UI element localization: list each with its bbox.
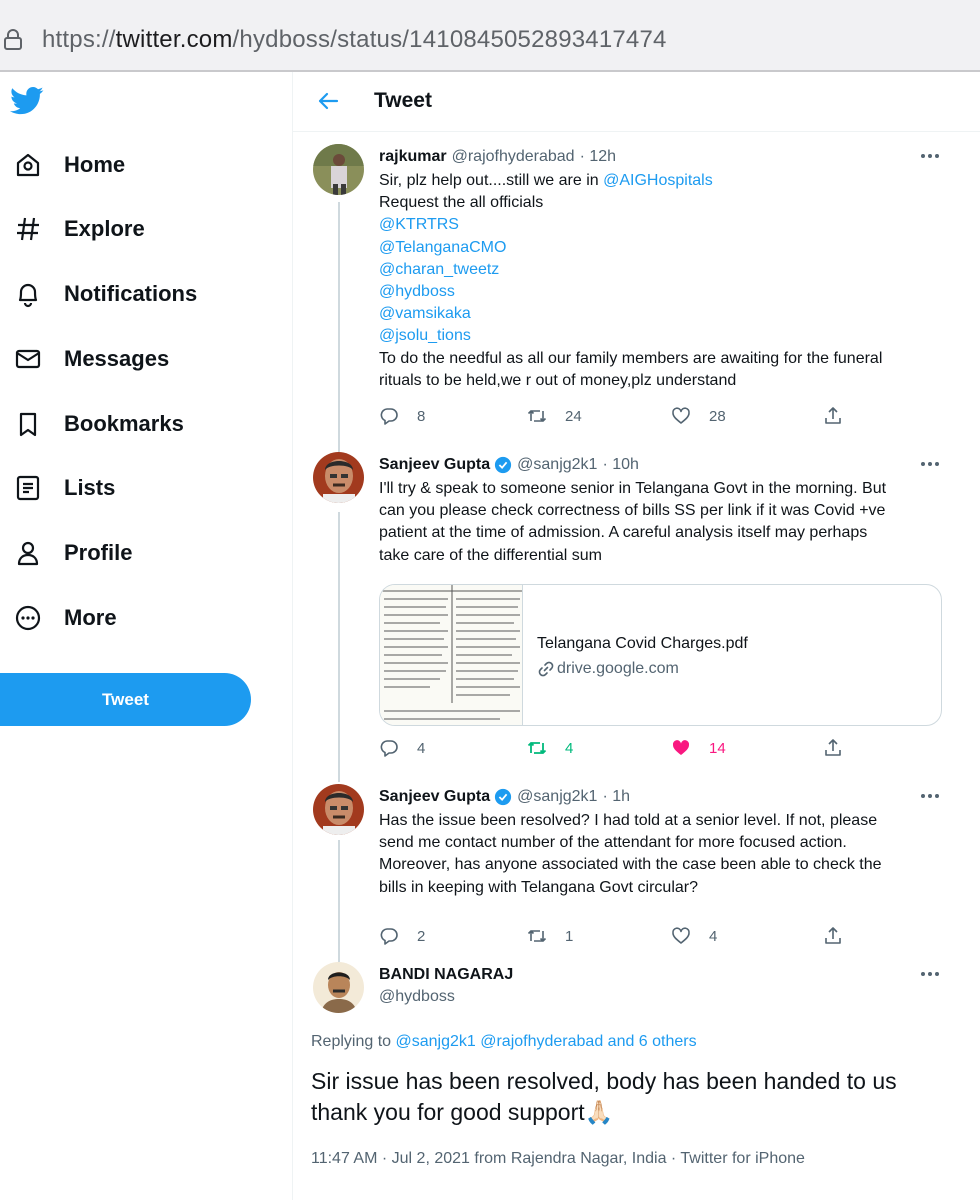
like-count: 28	[709, 407, 726, 425]
tweet-line: Moreover, has anyone associated with the case been able to check the	[379, 856, 882, 874]
nav-lists-label: Lists	[64, 475, 116, 500]
bell-icon	[14, 280, 42, 308]
tweet-header	[379, 966, 513, 984]
nav-lists[interactable]	[0, 464, 115, 512]
tweet-header-handle	[379, 988, 455, 1006]
more-options-icon[interactable]	[919, 966, 941, 982]
tweet-time[interactable]: · 12h	[579, 148, 617, 165]
focused-tweet	[293, 966, 980, 1200]
share-button[interactable]	[823, 404, 843, 428]
url-text	[42, 26, 667, 54]
tweet-line: take care of the differential sum	[379, 546, 602, 564]
nav-explore-label: Explore	[64, 216, 145, 241]
retweet-icon	[527, 738, 547, 758]
home-icon	[14, 151, 42, 179]
person-icon	[14, 539, 42, 567]
tweet-line: Sir issue has been resolved, body has been handed to us	[311, 1068, 897, 1094]
twitter-logo-icon[interactable]	[10, 86, 44, 116]
list-icon	[14, 474, 42, 502]
retweet-button[interactable]	[527, 736, 573, 760]
main-column	[292, 72, 980, 1200]
tweet-line: Has the issue been resolved? I had told at a senior level. If not, please	[379, 812, 878, 829]
link-card-title: Telangana Covid Charges.pdf	[537, 635, 748, 652]
mention-link[interactable]: @jsolu_tions	[379, 327, 471, 345]
tweet-text	[379, 478, 949, 567]
bookmark-icon	[14, 410, 42, 438]
tweet-line: can you please check correctness of bills SS per link if it was Covid +ve	[379, 502, 886, 520]
mention-link[interactable]: @vamsikaka	[379, 305, 471, 323]
tweet-header	[379, 148, 616, 166]
pdf-thumbnail	[380, 585, 523, 726]
nav-more[interactable]	[0, 594, 117, 642]
hashtag-icon	[14, 215, 42, 243]
nav-more-label: More	[64, 605, 117, 630]
avatar[interactable]	[313, 962, 364, 1013]
like-button[interactable]	[671, 736, 726, 760]
tweet-button[interactable]: Tweet	[0, 673, 251, 726]
share-icon	[823, 926, 843, 946]
link-card-domain	[537, 660, 679, 678]
page-title: Tweet	[374, 89, 432, 112]
text-span: Sir, plz help out....still we are in	[379, 172, 604, 189]
like-count: 4	[709, 927, 718, 945]
author-handle[interactable]: @rajofhyderabad	[451, 148, 575, 165]
reply-count: 8	[417, 407, 426, 425]
like-count: 14	[709, 739, 726, 757]
avatar[interactable]	[313, 144, 364, 195]
author-handle[interactable]: @hydboss	[379, 988, 455, 1005]
browser-address-bar	[0, 0, 980, 72]
url-field[interactable]	[0, 12, 980, 62]
tweet-line: thank you for good support🙏🏻	[311, 1099, 614, 1125]
back-arrow-icon[interactable]	[317, 90, 339, 112]
reply-count: 4	[417, 739, 426, 757]
url-scheme: https://	[42, 26, 116, 53]
tweet[interactable]	[293, 456, 980, 776]
nav-messages[interactable]	[0, 335, 169, 383]
link-icon	[537, 660, 555, 678]
nav-notifications-label: Notifications	[64, 281, 198, 306]
focused-tweet-text	[311, 1066, 951, 1128]
reply-count: 2	[417, 927, 426, 945]
tweet-source[interactable]: Twitter for iPhone	[680, 1150, 805, 1167]
heart-icon	[671, 406, 691, 426]
reply-icon	[379, 926, 399, 946]
tweet-line	[379, 170, 949, 192]
tweet-line: Request the all officials	[379, 194, 544, 212]
page-header	[293, 72, 980, 132]
tweet-line: To do the needful as all our family members are awaiting for the funeral	[379, 349, 883, 367]
author-handle[interactable]: @sanjg2k1	[517, 456, 598, 473]
share-icon	[823, 738, 843, 758]
link-card[interactable]	[379, 584, 942, 726]
heart-icon	[671, 926, 691, 946]
tweet-line: patient at the time of admission. A careful analysis itself may perhaps	[379, 524, 868, 542]
mention-link[interactable]: @TelanganaCMO	[379, 238, 507, 256]
reply-icon	[379, 738, 399, 758]
tweet-meta: 11:47 AM · Jul 2, 2021 from Rajendra Nagar, India · Twitter for iPhone	[311, 1150, 805, 1167]
tweet-header	[379, 456, 639, 474]
heart-filled-icon	[671, 738, 691, 758]
reply-icon	[379, 406, 399, 426]
more-options-icon[interactable]	[919, 788, 941, 804]
share-icon	[823, 406, 843, 426]
like-button[interactable]	[671, 404, 726, 428]
replying-mentions[interactable]: @sanjg2k1 @rajofhyderabad and 6 others	[395, 1033, 697, 1050]
reply-button[interactable]	[379, 736, 425, 760]
url-path: /hydboss/status/1410845052893417474	[232, 26, 667, 53]
tweet-line: I'll try & speak to someone senior in Telangana Govt in the morning. But	[379, 480, 887, 497]
tweet[interactable]	[293, 148, 980, 448]
nav-notifications[interactable]	[0, 270, 197, 318]
mention-link[interactable]: @charan_tweetz	[379, 260, 500, 278]
lock-icon	[2, 28, 24, 50]
share-button[interactable]	[823, 736, 843, 760]
tweet-header	[379, 788, 630, 806]
nav-messages-label: Messages	[64, 346, 170, 371]
retweet-button[interactable]	[527, 924, 573, 948]
tweet-text	[379, 810, 949, 899]
tweet-actions	[379, 924, 859, 948]
verified-badge-icon	[494, 456, 512, 474]
more-options-icon[interactable]	[919, 456, 941, 472]
tweet-date-location[interactable]: Jul 2, 2021 from Rajendra Nagar, India	[391, 1150, 667, 1167]
nav-home-label: Home	[64, 152, 126, 177]
url-host: twitter.com	[115, 26, 233, 53]
mention-link[interactable]: @KTRTRS	[379, 216, 459, 234]
author-name[interactable]: rajkumar	[379, 148, 447, 165]
nav-profile-label: Profile	[64, 540, 133, 565]
reply-button[interactable]	[379, 924, 425, 948]
verified-badge-icon	[494, 788, 512, 806]
tweet-line: send me contact number of the attendant for more focused action.	[379, 834, 847, 852]
tweet-actions	[379, 736, 859, 760]
tweet-text	[379, 170, 949, 392]
tweet-actions	[379, 404, 859, 428]
avatar[interactable]	[313, 452, 364, 503]
share-button[interactable]	[823, 924, 843, 948]
tweet[interactable]	[293, 788, 980, 968]
nav-profile[interactable]	[0, 529, 132, 577]
retweet-button[interactable]	[527, 404, 582, 428]
author-name[interactable]: Sanjeev Gupta	[379, 456, 491, 473]
sidebar-nav	[0, 72, 292, 1200]
nav-home[interactable]	[0, 141, 125, 189]
envelope-icon	[14, 345, 42, 373]
nav-bookmarks-label: Bookmarks	[64, 411, 184, 436]
tweet-line: rituals to be held,we r out of money,plz understand	[379, 371, 737, 389]
retweet-icon	[527, 926, 547, 946]
mention-link[interactable]: @AIGHospitals	[603, 172, 713, 189]
nav-explore[interactable]	[0, 205, 145, 253]
tweet-time[interactable]: · 10h	[602, 456, 639, 473]
tweet-timestamp[interactable]: 11:47 AM	[311, 1150, 378, 1167]
more-options-icon[interactable]	[919, 148, 941, 164]
retweet-count: 24	[565, 407, 582, 425]
retweet-count: 1	[565, 927, 574, 945]
nav-bookmarks[interactable]	[0, 400, 184, 448]
link-card-domain-text: drive.google.com	[557, 660, 679, 677]
more-circle-icon	[14, 604, 42, 632]
retweet-count: 4	[565, 739, 574, 757]
author-name[interactable]: BANDI NAGARAJ	[379, 966, 514, 983]
reply-button[interactable]	[379, 404, 425, 428]
tweet-line: bills in keeping with Telangana Govt circular?	[379, 878, 698, 896]
tweet-time[interactable]: · 1h	[602, 788, 631, 805]
replying-prefix: Replying to	[311, 1033, 396, 1050]
author-handle[interactable]: @sanjg2k1	[517, 788, 598, 805]
mention-link[interactable]: @hydboss	[379, 283, 455, 301]
like-button[interactable]	[671, 924, 717, 948]
avatar[interactable]	[313, 784, 364, 835]
replying-to	[311, 1033, 697, 1051]
author-name[interactable]: Sanjeev Gupta	[379, 788, 491, 805]
retweet-icon	[527, 406, 547, 426]
